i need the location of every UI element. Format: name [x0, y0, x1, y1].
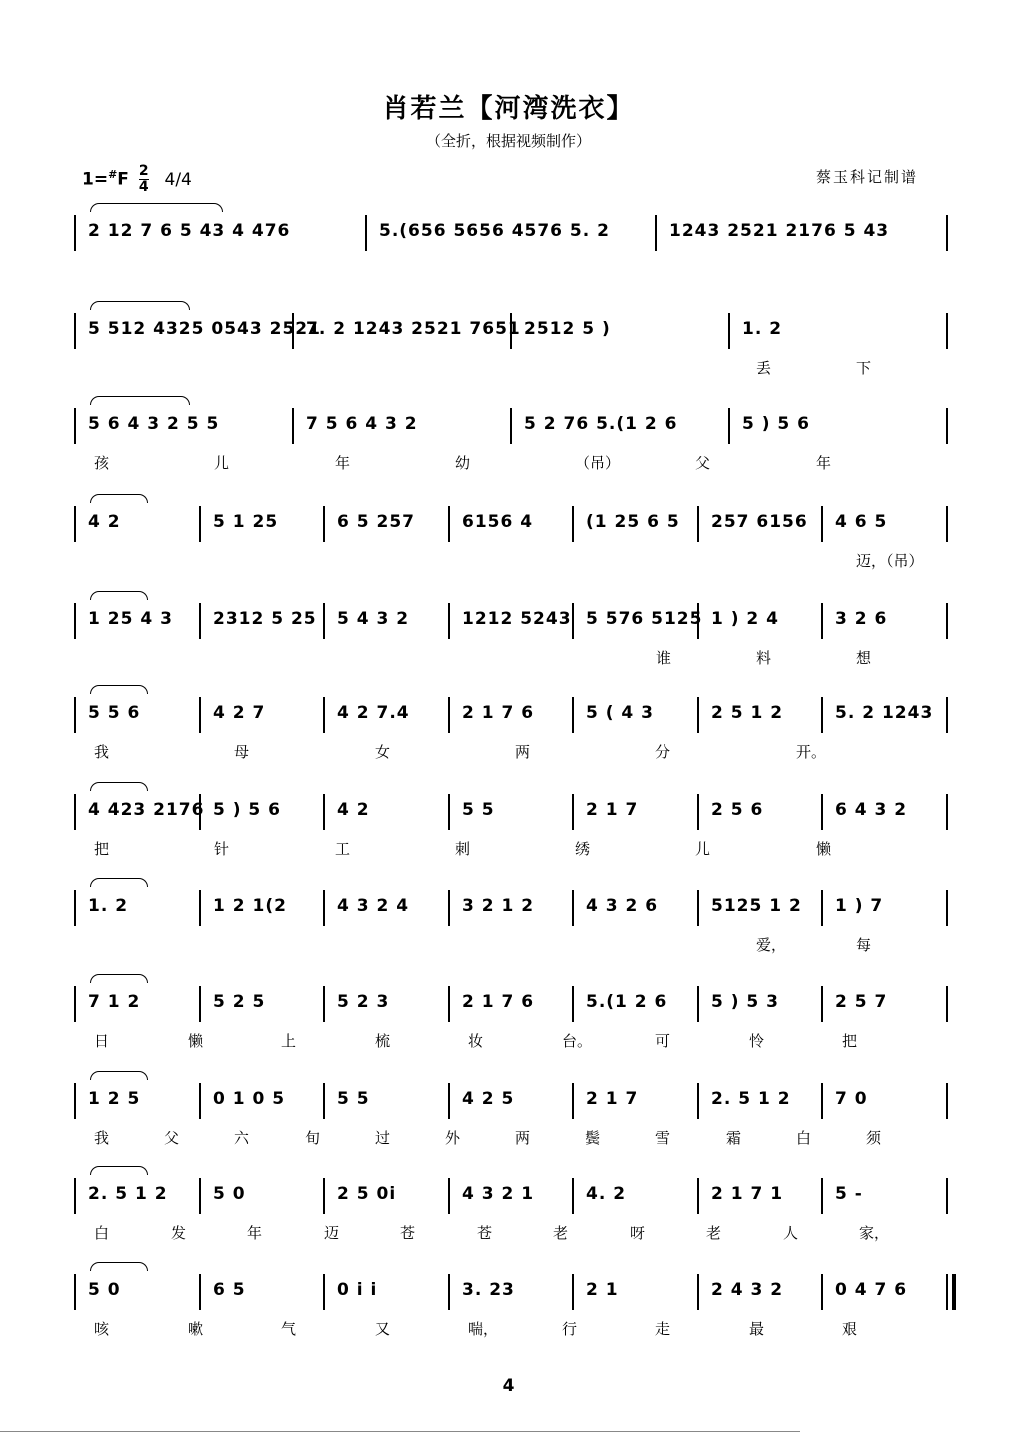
measure-notes: 4 2 7.4: [337, 703, 410, 723]
bar-line: [199, 1083, 201, 1119]
lyric-syllable: 女: [375, 743, 391, 761]
measure-notes: 1. 2: [742, 319, 783, 339]
bar-line: [74, 215, 76, 251]
lyric-syllable: 迈，（吊）: [856, 552, 924, 570]
slur-mark: [90, 591, 148, 600]
measure-notes: 5 0: [213, 1184, 246, 1204]
lyric-syllable: 梳: [375, 1032, 391, 1050]
lyric-syllable: 把: [94, 840, 110, 858]
lyric-syllable: 年: [335, 454, 351, 472]
lyric-syllable: 苍: [400, 1224, 416, 1242]
lyric-syllable: 开。: [796, 743, 827, 761]
measure-notes: 2 5 1 2: [711, 703, 784, 723]
bar-line: [323, 603, 325, 639]
lyric-syllable: 台。: [562, 1032, 593, 1050]
lyric-syllable: 年: [816, 454, 832, 472]
measure-notes: 5 512 4325 0543 2521: [88, 319, 321, 339]
measure-notes: 4 3 2 6: [586, 896, 659, 916]
measure-notes: 4 2 7: [213, 703, 266, 723]
lyric-syllable: 老: [706, 1224, 722, 1242]
measure-notes: 5 ( 4 3: [586, 703, 655, 723]
bar-line: [74, 506, 76, 542]
bar-line: [199, 1178, 201, 1214]
bar-line: [74, 697, 76, 733]
lyric-syllable: 艰: [842, 1320, 858, 1338]
measure-notes: 3 2 1 2: [462, 896, 535, 916]
lyric-syllable: 鬓: [585, 1129, 601, 1147]
measure-notes: 3 2 6: [835, 609, 888, 629]
lyric-syllable: 苍: [477, 1224, 493, 1242]
bar-line: [74, 890, 76, 926]
measure-notes: 6 5: [213, 1280, 246, 1300]
measure-notes: 2 1 7: [586, 1089, 639, 1109]
page-subtitle: （全折，根据视频制作）: [425, 132, 591, 150]
lyric-syllable: 咳: [94, 1320, 110, 1338]
bar-line: [448, 890, 450, 926]
bar-line: [697, 986, 699, 1022]
bar-line: [946, 215, 948, 251]
bar-line: [697, 890, 699, 926]
lyric-syllable: 刺: [455, 840, 471, 858]
lyric-syllable: 丢: [756, 359, 772, 377]
bar-line: [74, 1178, 76, 1214]
measure-notes: 2 1 7: [586, 800, 639, 820]
measure-notes: 2 5 6: [711, 800, 764, 820]
bar-line: [946, 794, 948, 830]
bar-line: [74, 794, 76, 830]
measure-notes: 4 2: [337, 800, 370, 820]
measure-notes: 1243 2521 2176 5 43: [669, 221, 890, 241]
measure-notes: 5 2 3: [337, 992, 390, 1012]
bar-line: [323, 794, 325, 830]
slur-mark: [90, 1071, 148, 1080]
measure-notes: 1. 2: [88, 896, 129, 916]
lyric-syllable: 幼: [455, 454, 471, 472]
meter-bottom: 4: [138, 179, 149, 195]
bar-line: [572, 1274, 574, 1310]
score-row: [74, 697, 946, 777]
bar-line: [323, 1274, 325, 1310]
slur-mark: [90, 974, 148, 983]
bar-line: [572, 1178, 574, 1214]
lyric-syllable: 父: [164, 1129, 180, 1147]
bar-line: [821, 794, 823, 830]
lyric-syllable: 两: [515, 1129, 531, 1147]
lyric-syllable: 绣: [575, 840, 591, 858]
measure-notes: 5 -: [835, 1184, 863, 1204]
bar-line: [448, 697, 450, 733]
bar-line: [323, 890, 325, 926]
lyric-syllable: 针: [214, 840, 230, 858]
bar-line: [323, 697, 325, 733]
measure-notes: 1 25 4 3: [88, 609, 173, 629]
lyric-syllable: 老: [553, 1224, 569, 1242]
measure-notes: 2. 5 1 2: [88, 1184, 168, 1204]
bar-line: [946, 986, 948, 1022]
bar-line: [946, 1178, 948, 1214]
bar-line: [697, 697, 699, 733]
lyric-syllable: 爱，: [756, 936, 787, 954]
key-note: F: [117, 169, 129, 190]
measure-notes: 5 ) 5 3: [711, 992, 780, 1012]
score-row: [74, 794, 946, 874]
bar-line: [448, 603, 450, 639]
lyric-syllable: 分: [655, 743, 671, 761]
bar-line: [572, 603, 574, 639]
measure-notes: 4. 2: [586, 1184, 627, 1204]
measure-notes: 2 12 7 6 5 43 4 476: [88, 221, 291, 241]
lyric-syllable: 两: [515, 743, 531, 761]
slur-mark: [90, 1262, 148, 1271]
lyric-syllable: 六: [234, 1129, 250, 1147]
bar-line: [821, 1083, 823, 1119]
bar-line: [323, 986, 325, 1022]
measure-notes: 2 1 7 6: [462, 992, 535, 1012]
lyric-syllable: 最: [749, 1320, 765, 1338]
bar-line: [572, 890, 574, 926]
measure-notes: 7 1 2: [88, 992, 141, 1012]
bar-line: [728, 313, 730, 349]
bar-line: [946, 313, 948, 349]
bar-line: [697, 506, 699, 542]
lyric-syllable: 迈: [324, 1224, 340, 1242]
bar-line: [199, 697, 201, 733]
measure-notes: 2 5 7: [835, 992, 888, 1012]
slur-mark: [90, 685, 148, 694]
lyric-syllable: 每: [856, 936, 872, 954]
page-number: 4: [502, 1376, 515, 1396]
measure-notes: 5 6 4 3 2 5 5: [88, 414, 220, 434]
measure-notes: 5 1 25: [213, 512, 279, 532]
lyric-syllable: 怜: [749, 1032, 765, 1050]
measure-notes: 4 3 2 1: [462, 1184, 535, 1204]
measure-notes: 5 0: [88, 1280, 121, 1300]
bar-line: [74, 986, 76, 1022]
bar-line: [697, 1178, 699, 1214]
bar-line: [728, 408, 730, 444]
bar-line: [74, 1083, 76, 1119]
measure-notes: 5 ) 5 6: [213, 800, 282, 820]
lyric-syllable: 白: [94, 1224, 110, 1242]
measure-notes: 257 6156: [711, 512, 808, 532]
bar-line: [448, 1274, 450, 1310]
lyric-syllable: 工: [335, 840, 351, 858]
lyric-syllable: 我: [94, 1129, 110, 1147]
composer-credit: 蔡玉科记制谱: [816, 168, 919, 186]
bar-line: [74, 313, 76, 349]
measure-notes: 2 5 0i: [337, 1184, 397, 1204]
bar-line: [199, 1274, 201, 1310]
measure-notes: 7 5 6 4 3 2: [306, 414, 418, 434]
lyric-syllable: 喘，: [468, 1320, 499, 1338]
score-row: [74, 313, 946, 393]
measure-notes: 1 2 5: [88, 1089, 141, 1109]
bar-line: [821, 697, 823, 733]
lyric-syllable: 雪: [655, 1129, 671, 1147]
bar-line: [292, 408, 294, 444]
measure-notes: 2312 5 25: [213, 609, 317, 629]
bar-line: [821, 506, 823, 542]
measure-notes: 5125 1 2: [711, 896, 802, 916]
bar-line: [323, 506, 325, 542]
lyric-syllable: 懒: [188, 1032, 204, 1050]
bar-line: [448, 794, 450, 830]
bar-line: [199, 986, 201, 1022]
bar-line: [946, 506, 948, 542]
lyric-syllable: 妆: [468, 1032, 484, 1050]
bar-line: [199, 506, 201, 542]
slur-mark: [90, 396, 190, 405]
score-row: [74, 1274, 946, 1354]
measure-notes: 5 ) 5 6: [742, 414, 811, 434]
lyric-syllable: 孩: [94, 454, 110, 472]
lyric-syllable: 发: [171, 1224, 187, 1242]
bar-line: [697, 794, 699, 830]
measure-notes: 2512 5 ): [524, 319, 611, 339]
bar-line: [448, 506, 450, 542]
measure-notes: 6156 4: [462, 512, 534, 532]
measure-notes: 5 2 5: [213, 992, 266, 1012]
lyric-syllable: 下: [856, 359, 872, 377]
lyric-syllable: 谁: [656, 649, 672, 667]
lyric-syllable: 嗽: [188, 1320, 204, 1338]
lyric-syllable: 我: [94, 743, 110, 761]
lyric-syllable: 家，: [859, 1224, 890, 1242]
lyric-syllable: 父: [695, 454, 711, 472]
score-row: [74, 603, 946, 683]
bar-line: [199, 890, 201, 926]
measure-notes: 5 2 76 5.(1 2 6: [524, 414, 678, 434]
score-row: [74, 986, 946, 1066]
measure-notes: (1 25 6 5: [586, 512, 680, 532]
measure-notes: 4 3 2 4: [337, 896, 410, 916]
bar-line: [697, 1274, 699, 1310]
measure-notes: 1 ) 2 4: [711, 609, 780, 629]
bar-line: [448, 1178, 450, 1214]
slur-mark: [90, 203, 223, 212]
lyric-syllable: 日: [94, 1032, 110, 1050]
bar-line: [323, 1178, 325, 1214]
bar-line: [821, 1274, 823, 1310]
slur-mark: [90, 878, 148, 887]
time-signature: [139, 164, 149, 195]
measure-notes: 2 1 7 1: [711, 1184, 784, 1204]
key-label: 1=: [82, 169, 109, 190]
lyric-syllable: 过: [375, 1129, 391, 1147]
bar-line: [448, 986, 450, 1022]
bar-line: [946, 408, 948, 444]
bar-line: [74, 1274, 76, 1310]
lyric-syllable: 旬: [305, 1129, 321, 1147]
bar-line: [946, 890, 948, 926]
bar-line: [572, 986, 574, 1022]
lyric-syllable: 儿: [695, 840, 711, 858]
lyric-syllable: 儿: [214, 454, 230, 472]
measure-notes: 4 6 5: [835, 512, 888, 532]
slur-mark: [90, 301, 190, 310]
lyric-syllable: 人: [783, 1224, 799, 1242]
lyric-syllable: （吊）: [575, 454, 621, 472]
measure-notes: 5 4 3 2: [337, 609, 410, 629]
lyric-syllable: 气: [281, 1320, 297, 1338]
lyric-syllable: 上: [281, 1032, 297, 1050]
lyric-syllable: 须: [866, 1129, 882, 1147]
bar-line: [946, 603, 948, 639]
score-row: [74, 408, 946, 488]
measure-notes: 3. 23: [462, 1280, 515, 1300]
bar-line: [821, 1178, 823, 1214]
slur-mark: [90, 782, 148, 791]
bar-line: [448, 1083, 450, 1119]
bar-line: [697, 1083, 699, 1119]
lyric-syllable: 行: [562, 1320, 578, 1338]
bar-line: [655, 215, 657, 251]
score-row: [74, 215, 946, 295]
measure-notes: 0 i i: [337, 1280, 378, 1300]
footer-divider: [0, 1431, 800, 1432]
bar-line: [199, 603, 201, 639]
lyric-syllable: 又: [375, 1320, 391, 1338]
measure-notes: 5 5: [462, 800, 495, 820]
measure-notes: 2 4 3 2: [711, 1280, 784, 1300]
measure-notes: 5 5: [337, 1089, 370, 1109]
measure-notes: 1 2 1(2: [213, 896, 287, 916]
measure-notes: 7 0: [835, 1089, 868, 1109]
measure-notes: 1212 5243: [462, 609, 572, 629]
measure-notes: 0 1 0 5: [213, 1089, 286, 1109]
measure-notes: 1 ) 7: [835, 896, 884, 916]
slur-mark: [90, 494, 148, 503]
bar-line: [74, 603, 76, 639]
bar-line: [572, 794, 574, 830]
lyric-syllable: 把: [842, 1032, 858, 1050]
slur-mark: [90, 1166, 148, 1175]
measure-notes: 5.(1 2 6: [586, 992, 668, 1012]
bar-line: [946, 1083, 948, 1119]
bar-line: [365, 215, 367, 251]
measure-notes: 2 1: [586, 1280, 619, 1300]
lyric-syllable: 懒: [816, 840, 832, 858]
key-signature: [82, 164, 192, 195]
measure-notes: 5. 2 1243: [835, 703, 934, 723]
page-title: 肖若兰【河湾洗衣】: [382, 94, 635, 124]
bar-line: [510, 408, 512, 444]
measure-notes: 4 2 5: [462, 1089, 515, 1109]
lyric-syllable: 走: [655, 1320, 671, 1338]
lyric-syllable: 可: [655, 1032, 671, 1050]
score-row: [74, 890, 946, 970]
bar-line: [821, 986, 823, 1022]
lyric-syllable: 年: [247, 1224, 263, 1242]
measure-notes: 2. 5 1 2: [711, 1089, 791, 1109]
measure-notes: 7. 2 1243 2521 7651: [306, 319, 521, 339]
lyric-syllable: 母: [234, 743, 250, 761]
bar-line: [572, 697, 574, 733]
measure-notes: 5 5 6: [88, 703, 141, 723]
measure-notes: 6 4 3 2: [835, 800, 908, 820]
measure-notes: 5 576 5125: [586, 609, 703, 629]
bar-line: [572, 506, 574, 542]
lyric-syllable: 想: [856, 649, 872, 667]
bar-line: [946, 1274, 956, 1310]
score-row: [74, 506, 946, 586]
lyric-syllable: 料: [756, 649, 772, 667]
measure-notes: 4 2: [88, 512, 121, 532]
score-row: [74, 1178, 946, 1258]
bar-line: [946, 697, 948, 733]
bar-line: [323, 1083, 325, 1119]
meter-alt: 4/4: [164, 169, 192, 190]
lyric-syllable: 外: [445, 1129, 461, 1147]
score-row: [74, 1083, 946, 1163]
bar-line: [821, 890, 823, 926]
bar-line: [821, 603, 823, 639]
bar-line: [572, 1083, 574, 1119]
key-sharp: #: [108, 167, 118, 181]
measure-notes: 4 423 2176: [88, 800, 205, 820]
measure-notes: 5.(656 5656 4576 5. 2: [379, 221, 610, 241]
measure-notes: 2 1 7 6: [462, 703, 535, 723]
measure-notes: 6 5 257: [337, 512, 415, 532]
lyric-syllable: 白: [796, 1129, 812, 1147]
lyric-syllable: 霜: [726, 1129, 742, 1147]
measure-notes: 0 4 7 6: [835, 1280, 908, 1300]
bar-line: [74, 408, 76, 444]
lyric-syllable: 呀: [630, 1224, 646, 1242]
meter-top: 2: [138, 163, 149, 179]
